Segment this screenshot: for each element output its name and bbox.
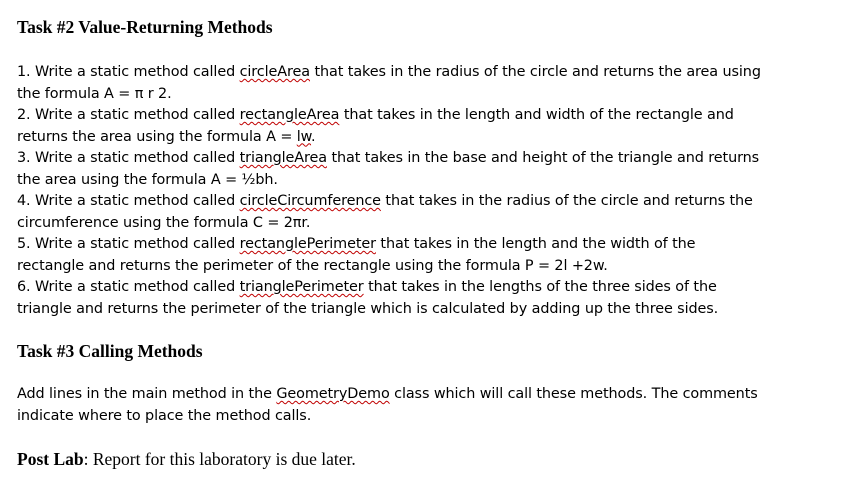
item-text: triangle and returns the perimeter of the triangle which is calculated by adding up the three sides. (17, 300, 719, 317)
paragraph-text: Add lines in the main method in the (17, 386, 277, 402)
list-item-triangle-area (17, 148, 761, 191)
item-text: that takes in the lengths of the three sides of the (363, 279, 717, 295)
method-name-rectangle-perimeter: rectanglePerimeter (239, 236, 376, 252)
item-text: 5. Write a static method called (17, 236, 240, 252)
list-item-rectangle-perimeter (17, 234, 761, 277)
task3-heading: Task #3 Calling Methods (17, 341, 203, 361)
paragraph-text: indicate where to place the method calls. (17, 407, 312, 424)
item-text: 6. Write a static method called (17, 279, 240, 295)
item-text: that takes in the length and the width of the (375, 236, 696, 252)
item-text: that takes in the base and height of the triangle and returns (327, 150, 760, 166)
method-name-triangle-area: triangleArea (239, 150, 327, 166)
item-text: returns the area using the formula A = (17, 128, 297, 145)
item-text: 2. Write a static method called (17, 107, 240, 123)
method-name-circle-area: circleArea (239, 64, 310, 80)
item-text: 1. Write a static method called (17, 64, 240, 80)
list-item-triangle-perimeter (17, 277, 761, 320)
list-item-rectangle-area (17, 105, 761, 148)
method-name-circle-circumference: circleCircumference (239, 193, 381, 209)
item-text: that takes in the radius of the circle and returns the area using (310, 64, 761, 80)
method-name-triangle-perimeter: trianglePerimeter (239, 279, 364, 295)
item-text: rectangle and returns the perimeter of the rectangle using the formula P = 2l +2w. (17, 257, 608, 274)
item-text: circumference using the formula C = 2πr. (17, 214, 311, 231)
list-item-circle-area (17, 62, 761, 105)
item-text: 3. Write a static method called (17, 150, 240, 166)
task2-heading: Task #2 Value-Returning Methods (17, 17, 273, 37)
item-text: 4. Write a static method called (17, 193, 240, 209)
paragraph-text: class which will call these methods. The comments (389, 386, 758, 402)
method-name-rectangle-area: rectangleArea (239, 107, 340, 123)
item-text: the formula A = π r 2. (17, 85, 172, 102)
item-text: that takes in the radius of the circle and returns the (380, 193, 753, 209)
postlab-text: : Report for this laboratory is due later. (83, 449, 356, 469)
formula-lw: lw (296, 128, 312, 145)
postlab-label: Post Lab (17, 449, 84, 469)
class-name-geometry-demo: GeometryDemo (276, 386, 390, 402)
postlab-line (17, 449, 356, 470)
task2-list (17, 62, 761, 320)
task3-paragraph (17, 384, 758, 427)
item-text: . (311, 128, 316, 145)
item-text: the area using the formula A = ½bh. (17, 171, 278, 188)
item-text: that takes in the length and width of the rectangle and (339, 107, 734, 123)
list-item-circle-circumference (17, 191, 761, 234)
